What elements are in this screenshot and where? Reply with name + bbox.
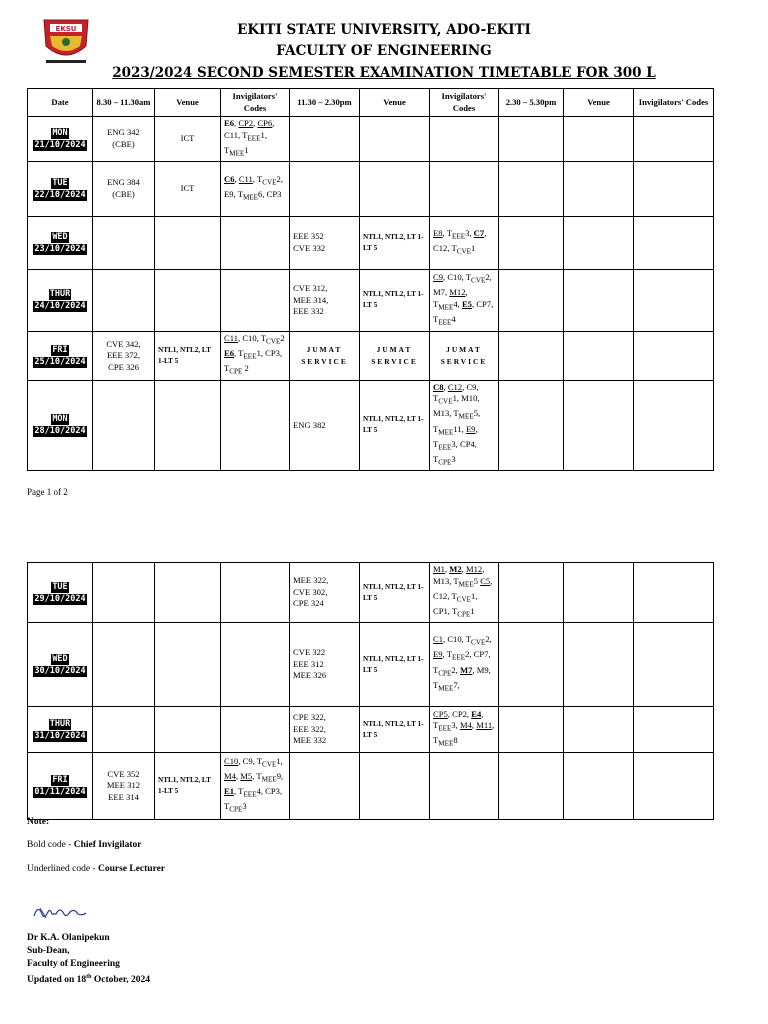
table-row bbox=[28, 117, 714, 162]
venue-cell-morning bbox=[155, 380, 221, 471]
invigilators-cell-midday: CP5, CP2, E4, $T_{EEE}3$, M4, M11, $T_{MEE}8$ bbox=[430, 707, 499, 753]
course-cell-morning bbox=[93, 563, 155, 623]
afternoon-cell bbox=[634, 331, 714, 380]
afternoon-cell bbox=[564, 269, 634, 331]
afternoon-cell bbox=[499, 161, 564, 216]
timetable-page-1 bbox=[27, 88, 714, 471]
signatory-block bbox=[27, 932, 150, 987]
course-cell-midday: EEE 352 CVE 332 bbox=[290, 216, 360, 269]
day-label: FRI bbox=[52, 775, 68, 786]
day-label: MON bbox=[52, 414, 68, 425]
table-row bbox=[28, 161, 714, 216]
day-label: TUE bbox=[52, 177, 68, 188]
date-cell bbox=[28, 623, 93, 707]
column-header: Invigilators' Codes bbox=[430, 89, 499, 117]
venue-cell-morning bbox=[155, 707, 221, 753]
afternoon-cell bbox=[499, 707, 564, 753]
invigilators-cell-midday: C8, C12, C9, $T_{CVE}1$, M10, M13, $T_{MEE}5$, $T_{MEE}11$, E9, $T_{EEE}3$, CP4, $T_{CPE}3$ bbox=[430, 380, 499, 471]
invigilators-cell-morning bbox=[221, 707, 290, 753]
note-bold-prefix: Bold code - bbox=[27, 840, 74, 850]
date-label: 24/10/2024 bbox=[34, 301, 86, 312]
invigilators-cell-morning bbox=[221, 269, 290, 331]
day-label: WED bbox=[52, 653, 68, 664]
note-label: Note: bbox=[27, 817, 50, 827]
day-label: WED bbox=[52, 231, 68, 242]
date-cell bbox=[28, 117, 93, 162]
invigilators-cell-morning bbox=[221, 623, 290, 707]
afternoon-cell bbox=[634, 269, 714, 331]
invigilators-cell-midday: E8, $T_{EEE}3$, C7, C12, $T_{CVE}1$ bbox=[430, 216, 499, 269]
table-row bbox=[28, 707, 714, 753]
invigilators-cell-morning: C6, C11, $T_{CVE}2$, E9, $T_{MEE}6$, CP3 bbox=[221, 161, 290, 216]
venue-cell-midday: NTL1, NTL2, LT 1-LT 5 bbox=[360, 269, 430, 331]
date-cell bbox=[28, 380, 93, 471]
note-underline-desc: Course Lecturer bbox=[97, 864, 166, 874]
date-cell bbox=[28, 563, 93, 623]
signatory-role: Sub-Dean, bbox=[27, 946, 70, 956]
venue-cell-midday bbox=[360, 117, 430, 162]
afternoon-cell bbox=[499, 563, 564, 623]
date-label: 31/10/2024 bbox=[34, 730, 86, 741]
course-cell-midday: MEE 322, CVE 302, CPE 324 bbox=[290, 563, 360, 623]
afternoon-cell bbox=[564, 216, 634, 269]
signature-image bbox=[30, 902, 90, 928]
course-cell-midday: CVE 312, MEE 314, EEE 332 bbox=[290, 269, 360, 331]
date-label: 29/10/2024 bbox=[34, 593, 86, 604]
note-underline-prefix: Underlined code - bbox=[27, 864, 98, 874]
venue-cell-morning bbox=[155, 563, 221, 623]
note-bold-code bbox=[27, 840, 142, 850]
date-label: 25/10/2024 bbox=[34, 356, 86, 367]
date-cell bbox=[28, 331, 93, 380]
venue-cell-midday: NTL1, NTL2, LT 1-LT 5 bbox=[360, 216, 430, 269]
jumat-service-cell: JUMAT SERVICE bbox=[430, 331, 499, 380]
afternoon-cell bbox=[499, 216, 564, 269]
afternoon-cell bbox=[499, 117, 564, 162]
afternoon-cell bbox=[634, 707, 714, 753]
faculty-name: FACULTY OF ENGINEERING bbox=[276, 43, 492, 59]
invigilators-cell-midday bbox=[430, 753, 499, 820]
table-row bbox=[28, 753, 714, 820]
university-name: EKITI STATE UNIVERSITY, ADO-EKITI bbox=[237, 22, 531, 38]
afternoon-cell bbox=[564, 623, 634, 707]
venue-cell-midday bbox=[360, 753, 430, 820]
afternoon-cell bbox=[564, 380, 634, 471]
column-header: Venue bbox=[564, 89, 634, 117]
date-cell bbox=[28, 707, 93, 753]
invigilators-cell-midday: M1, M2, M12, M13, $T_{MEE}5$ C5, C12, $T_{CVE}1$, CP1, $T_{CPE}1$ bbox=[430, 563, 499, 623]
afternoon-cell bbox=[564, 331, 634, 380]
date-cell bbox=[28, 753, 93, 820]
venue-cell-midday bbox=[360, 161, 430, 216]
column-header: Venue bbox=[155, 89, 221, 117]
table-row bbox=[28, 623, 714, 707]
afternoon-cell bbox=[634, 563, 714, 623]
date-label: 28/10/2024 bbox=[34, 426, 86, 437]
column-header: Date bbox=[28, 89, 93, 117]
date-label: 22/10/2024 bbox=[34, 189, 86, 200]
page-number: Page 1 of 2 bbox=[27, 487, 68, 497]
course-cell-midday bbox=[290, 161, 360, 216]
afternoon-cell bbox=[499, 623, 564, 707]
course-cell-morning bbox=[93, 216, 155, 269]
day-label: THUR bbox=[49, 289, 71, 300]
course-cell-morning: ENG 342 (CBE) bbox=[93, 117, 155, 162]
afternoon-cell bbox=[564, 753, 634, 820]
afternoon-cell bbox=[499, 269, 564, 331]
day-label: TUE bbox=[52, 581, 68, 592]
invigilators-cell-morning bbox=[221, 216, 290, 269]
course-cell-midday bbox=[290, 753, 360, 820]
venue-cell-morning: ICT bbox=[155, 117, 221, 162]
date-cell bbox=[28, 269, 93, 331]
document-header bbox=[0, 20, 768, 84]
afternoon-cell bbox=[499, 331, 564, 380]
afternoon-cell bbox=[634, 380, 714, 471]
invigilators-cell-midday: C1, C10, $T_{CVE}2$, E9, $T_{EEE}2$, CP7, $T_{CPE}2$, M7, M9, $T_{MEE}7$, bbox=[430, 623, 499, 707]
afternoon-cell bbox=[499, 753, 564, 820]
venue-cell-midday: NTL1, NTL2, LT 1-LT 5 bbox=[360, 623, 430, 707]
invigilators-cell-morning bbox=[221, 380, 290, 471]
venue-cell-morning bbox=[155, 216, 221, 269]
table-row bbox=[28, 563, 714, 623]
timetable-page-2 bbox=[27, 562, 714, 820]
date-cell bbox=[28, 161, 93, 216]
table-row bbox=[28, 216, 714, 269]
course-cell-morning bbox=[93, 269, 155, 331]
venue-cell-morning: NTL1, NTL2, LT 1-LT 5 bbox=[155, 753, 221, 820]
course-cell-midday bbox=[290, 117, 360, 162]
afternoon-cell bbox=[634, 753, 714, 820]
column-header: 2.30 – 5.30pm bbox=[499, 89, 564, 117]
course-cell-midday: CVE 322 EEE 312 MEE 326 bbox=[290, 623, 360, 707]
afternoon-cell bbox=[564, 117, 634, 162]
date-cell bbox=[28, 216, 93, 269]
column-header: Invigilators' Codes bbox=[634, 89, 714, 117]
afternoon-cell bbox=[634, 216, 714, 269]
venue-cell-midday: NTL1, NTL2, LT 1-LT 5 bbox=[360, 707, 430, 753]
date-label: 01/11/2024 bbox=[34, 787, 86, 798]
course-cell-morning bbox=[93, 380, 155, 471]
afternoon-cell bbox=[499, 380, 564, 471]
jumat-service-cell: JUMAT SERVICE bbox=[360, 331, 430, 380]
day-label: THUR bbox=[49, 718, 71, 729]
table-row bbox=[28, 380, 714, 471]
venue-cell-morning bbox=[155, 623, 221, 707]
table-row bbox=[28, 331, 714, 380]
note-bold-desc: Chief Invigilator bbox=[73, 840, 142, 850]
invigilators-cell-morning: C10, C9, $T_{CVE}1$, M4, M5, $T_{MEE}9$, E1, $T_{EEE}4$, CP3, $T_{CPE}3$ bbox=[221, 753, 290, 820]
afternoon-cell bbox=[634, 161, 714, 216]
column-header: Venue bbox=[360, 89, 430, 117]
afternoon-cell bbox=[564, 161, 634, 216]
signatory-name: Dr K.A. Olanipekun bbox=[27, 933, 110, 943]
day-label: MON bbox=[52, 127, 68, 138]
venue-cell-morning: NTL1, NTL2, LT 1-LT 5 bbox=[155, 331, 221, 380]
venue-cell-midday: NTL1, NTL2, LT 1-LT 5 bbox=[360, 380, 430, 471]
venue-cell-morning bbox=[155, 269, 221, 331]
course-cell-midday: ENG 382 bbox=[290, 380, 360, 471]
course-cell-morning bbox=[93, 707, 155, 753]
afternoon-cell bbox=[564, 563, 634, 623]
date-label: 30/10/2024 bbox=[34, 665, 86, 676]
jumat-service-cell: JUMAT SERVICE bbox=[290, 331, 360, 380]
date-label: 23/10/2024 bbox=[34, 243, 86, 254]
invigilators-cell-midday: C9, C10, $T_{CVE}2$, M7, M12, $T_{MEE}4$, E5, CP7, $T_{EEE}4$ bbox=[430, 269, 499, 331]
invigilators-cell-morning: E6, CP2, CP6, C11, $T_{EEE}1$, $T_{MEE}1$ bbox=[221, 117, 290, 162]
course-cell-morning bbox=[93, 623, 155, 707]
invigilators-cell-morning bbox=[221, 563, 290, 623]
venue-cell-midday: NTL1, NTL2, LT 1-LT 5 bbox=[360, 563, 430, 623]
afternoon-cell bbox=[634, 623, 714, 707]
venue-cell-morning: ICT bbox=[155, 161, 221, 216]
course-cell-morning: CVE 342, EEE 372, CPE 326 bbox=[93, 331, 155, 380]
day-label: FRI bbox=[52, 344, 68, 355]
column-header: Invigilators' Codes bbox=[221, 89, 290, 117]
timetable-title: 2023/2024 SECOND SEMESTER EXAMINATION TIMETABLE FOR 300 L bbox=[112, 65, 656, 81]
invigilators-cell-morning: C11, C10, $T_{CVE}2$ E6, $T_{EEE}1$, CP3, $T_{CPE}$ 2 bbox=[221, 331, 290, 380]
afternoon-cell bbox=[564, 707, 634, 753]
course-cell-midday: CPE 322, EEE 322, MEE 332 bbox=[290, 707, 360, 753]
column-header: 11.30 – 2.30pm bbox=[290, 89, 360, 117]
invigilators-cell-midday bbox=[430, 161, 499, 216]
logo-text: EKSU bbox=[55, 25, 77, 33]
note-underline-code bbox=[27, 864, 165, 874]
course-cell-morning: CVE 352 MEE 312 EEE 314 bbox=[93, 753, 155, 820]
invigilators-cell-midday bbox=[430, 117, 499, 162]
signatory-faculty: Faculty of Engineering bbox=[27, 959, 120, 969]
date-label: 21/10/2024 bbox=[34, 139, 86, 150]
course-cell-morning: ENG 384 (CBE) bbox=[93, 161, 155, 216]
column-header: 8.30 – 11.30am bbox=[93, 89, 155, 117]
updated-date: Updated on 18th October, 2024 bbox=[27, 974, 150, 986]
table-row bbox=[28, 269, 714, 331]
afternoon-cell bbox=[634, 117, 714, 162]
